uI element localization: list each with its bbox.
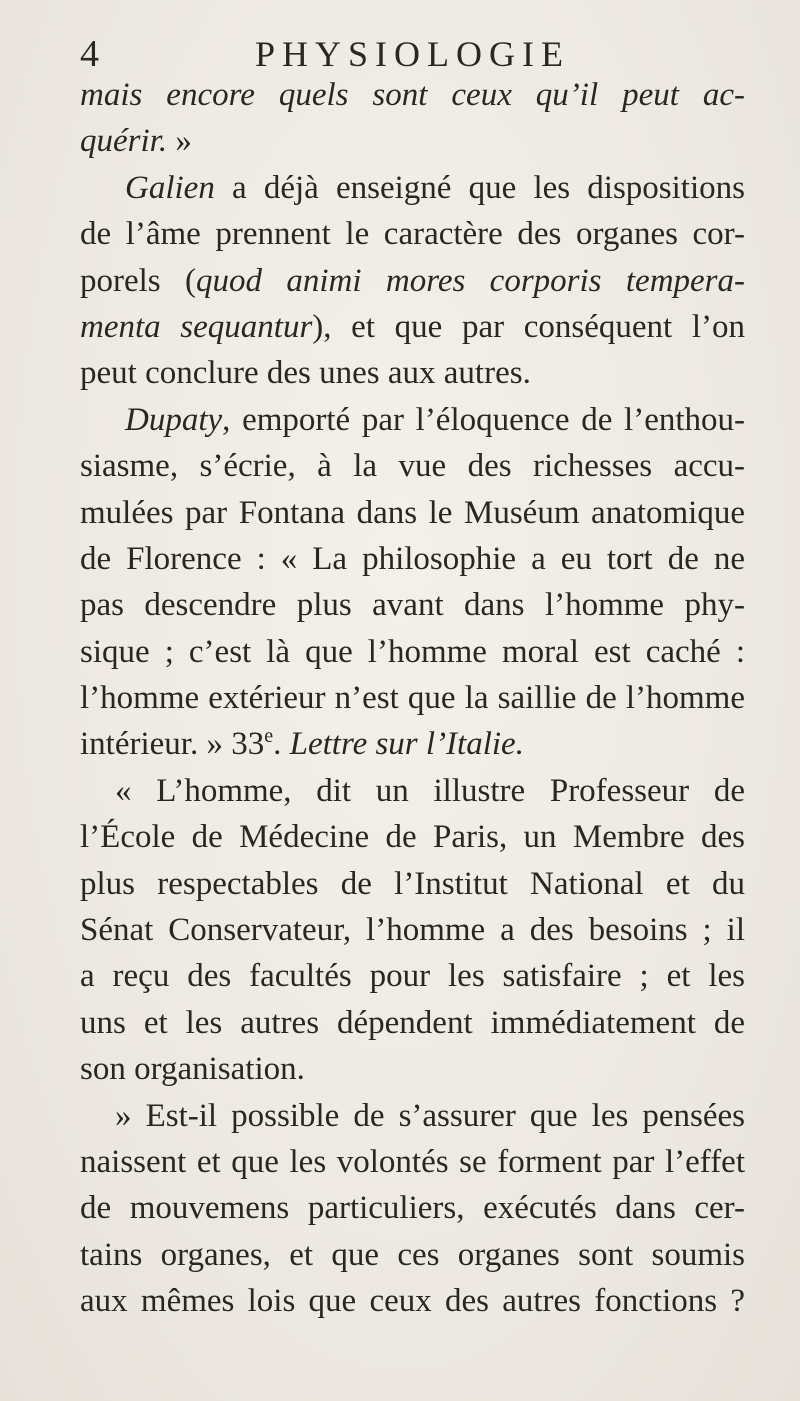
roman-text: a déjà enseigné que les dispositions — [214, 169, 745, 206]
roman-text: « L’homme, dit un illustre Professeur de — [115, 772, 745, 809]
italic-text: Lettre sur l’Italie. — [289, 726, 524, 763]
text-line — [80, 1278, 745, 1324]
roman-text: peut conclure des unes aux autres. — [80, 355, 531, 392]
roman-text: ), et que par conséquent l’on — [312, 308, 745, 345]
roman-text: intérieur. » 33 — [80, 726, 265, 763]
text-line — [80, 1093, 745, 1139]
italic-text: quod animi mores corporis tempera- — [196, 262, 745, 299]
roman-text: sique ; c’est là que l’homme moral est caché : — [80, 633, 745, 670]
body-text — [80, 72, 745, 1325]
text-line — [80, 536, 745, 582]
text-line — [80, 907, 745, 953]
roman-text: de mouvemens particuliers, exécutés dans cer- — [80, 1190, 745, 1227]
text-line — [80, 443, 745, 489]
running-title: PHYSIOLOGIE — [255, 34, 570, 74]
text-line — [80, 953, 745, 999]
text-line — [80, 721, 745, 767]
text-line — [80, 1232, 745, 1278]
roman-text: l’École de Médecine de Paris, un Membre des — [80, 819, 745, 856]
roman-text: , emporté par l’éloquence de l’enthou- — [222, 401, 745, 438]
page-number: 4 — [80, 33, 99, 75]
italic-text: Dupaty — [125, 401, 223, 438]
text-line — [80, 814, 745, 860]
text-line — [80, 304, 745, 350]
roman-text: siasme, s’écrie, à la vue des richesses accu- — [80, 448, 745, 485]
text-line — [80, 1139, 745, 1185]
roman-text: » — [167, 123, 192, 160]
text-line — [80, 165, 745, 211]
roman-text: . — [273, 726, 290, 763]
text-line — [80, 1185, 745, 1231]
roman-text: de Florence : « La philosophie a eu tort de ne — [80, 540, 745, 577]
roman-text: Sénat Conservateur, l’homme a des besoins ; il — [80, 912, 745, 949]
text-line — [80, 1000, 745, 1046]
roman-text: porels ( — [80, 262, 196, 299]
roman-text: naissent et que les volontés se forment par l’effet — [80, 1143, 745, 1180]
roman-text: aux mêmes lois que ceux des autres fonctions ? — [80, 1283, 745, 1320]
text-line — [80, 258, 745, 304]
text-line — [80, 582, 745, 628]
italic-text: menta sequantur — [80, 308, 313, 345]
roman-text: a reçu des facultés pour les satisfaire ; et les — [80, 958, 745, 995]
text-line — [80, 675, 745, 721]
text-line — [80, 72, 745, 118]
roman-text: l’homme extérieur n’est que la saillie de l’homme — [80, 680, 745, 717]
italic-text: Galien — [125, 169, 215, 206]
roman-text: son organisation. — [80, 1051, 305, 1088]
text-line — [80, 861, 745, 907]
text-line — [80, 350, 745, 396]
text-line — [80, 629, 745, 675]
text-line — [80, 1046, 745, 1092]
roman-text: pas descendre plus avant dans l’homme phy- — [80, 587, 745, 624]
text-line — [80, 118, 745, 164]
text-line — [80, 211, 745, 257]
roman-text: plus respectables de l’Institut National et du — [80, 865, 745, 902]
roman-text: mulées par Fontana dans le Muséum anatomique — [80, 494, 745, 531]
roman-text: tains organes, et que ces organes sont soumis — [80, 1236, 745, 1273]
roman-text: uns et les autres dépendent immédiatement de — [80, 1004, 745, 1041]
italic-text: mais encore quels sont ceux qu’il peut ac- — [80, 77, 745, 113]
text-line — [80, 490, 745, 536]
roman-text: e — [264, 725, 274, 748]
text-line — [80, 768, 745, 814]
roman-text: de l’âme prennent le caractère des organes cor- — [80, 216, 745, 253]
text-line — [80, 397, 745, 443]
italic-text: quérir. — [80, 123, 168, 160]
roman-text: » Est-il possible de s’assurer que les pensées — [115, 1097, 745, 1134]
